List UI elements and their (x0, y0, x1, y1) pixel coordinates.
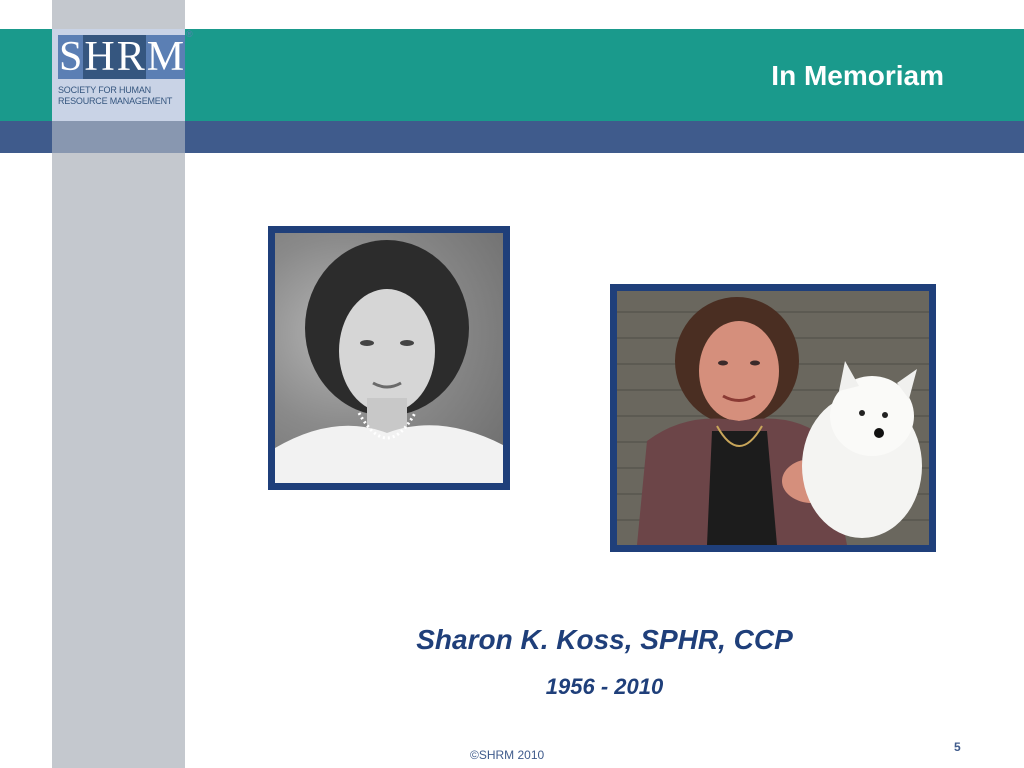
logo-letter: S (59, 34, 83, 80)
portrait-photo (275, 233, 503, 483)
logo-letter: R (116, 34, 145, 80)
portrait-illustration (275, 233, 503, 483)
logo-letters (58, 35, 185, 79)
photo-with-dog-frame (610, 284, 936, 552)
copyright-footer: ©SHRM 2010 (470, 748, 545, 762)
logo-letter: H (84, 34, 115, 80)
shrm-logo (52, 29, 193, 121)
photo-with-dog-illustration (617, 291, 929, 545)
portrait-photo-frame (268, 226, 510, 490)
photo-with-dog (617, 291, 929, 545)
logo-tagline: SOCIETY FOR HUMAN RESOURCE MANAGEMENT (58, 85, 173, 106)
page-number: 5 (954, 740, 961, 754)
person-name: Sharon K. Koss, SPHR, CCP (416, 624, 793, 655)
slide-title: In Memoriam (771, 60, 944, 91)
registered-mark: ® (186, 29, 193, 39)
life-years: 1956 - 2010 (545, 674, 664, 699)
logo-letter: M (146, 34, 185, 80)
